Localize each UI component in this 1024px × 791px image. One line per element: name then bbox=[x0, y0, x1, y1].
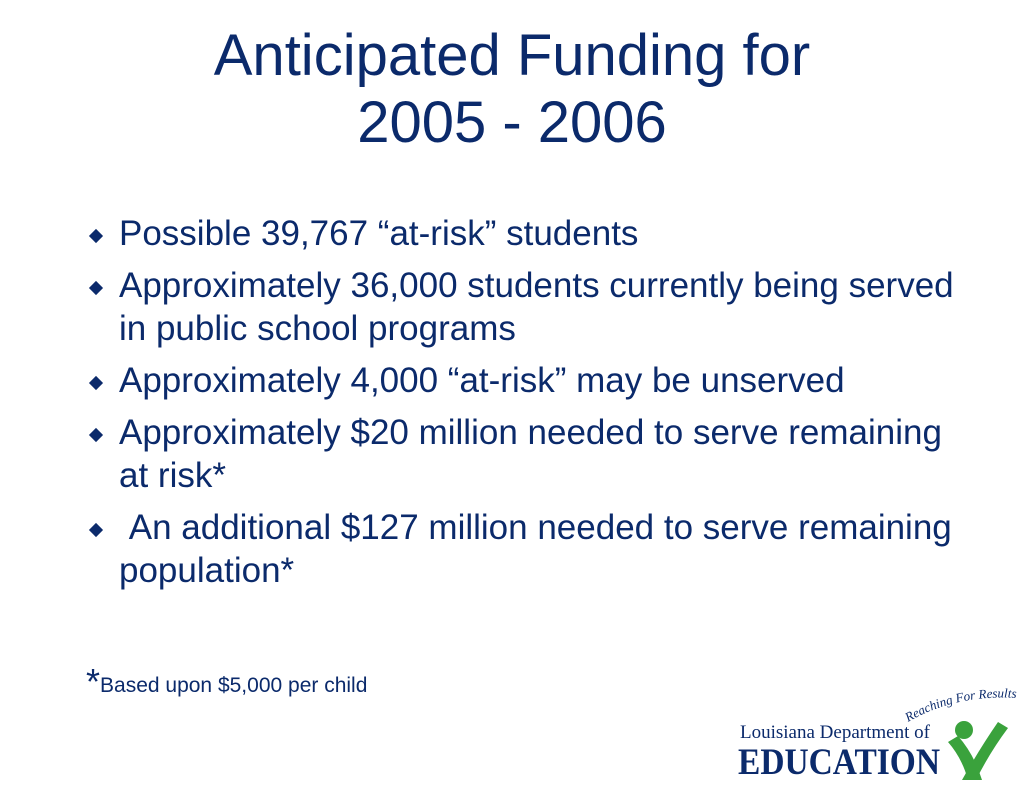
slide-title bbox=[0, 22, 1024, 156]
louisiana-doe-logo bbox=[736, 688, 1024, 788]
bullet-text: Approximately 36,000 students currently being served in public school programs bbox=[119, 266, 954, 348]
bullet-item bbox=[86, 212, 966, 255]
bullet-item bbox=[86, 359, 966, 402]
footnote bbox=[86, 661, 368, 702]
bullet-text: Possible 39,767 “at-risk” students bbox=[119, 214, 639, 253]
logo-line2: EDUCATION bbox=[738, 742, 941, 783]
bullet-text: An additional $127 million needed to serve remaining population* bbox=[119, 508, 962, 590]
bullet-text: Approximately $20 million needed to serve remaining at risk* bbox=[119, 413, 942, 495]
bullet-item bbox=[86, 411, 966, 497]
diamond-bullet-icon bbox=[89, 428, 103, 442]
footnote-text: Based upon $5,000 per child bbox=[100, 674, 368, 697]
logo-line1: Louisiana Department of bbox=[740, 722, 930, 743]
slide-title-line1: Anticipated Funding for bbox=[213, 23, 811, 88]
logo-tagline-path: Reaching For Results bbox=[902, 688, 1018, 725]
footnote-marker: * bbox=[86, 661, 101, 702]
x-figure-icon bbox=[948, 721, 1008, 780]
slide-title-line2: 2005 - 2006 bbox=[357, 90, 667, 155]
bullet-text: Approximately 4,000 “at-risk” may be unserved bbox=[119, 361, 845, 400]
bullet-item bbox=[86, 506, 966, 592]
bullet-item bbox=[86, 264, 966, 350]
logo-tagline bbox=[901, 688, 1017, 725]
diamond-bullet-icon bbox=[89, 376, 103, 390]
diamond-bullet-icon bbox=[89, 229, 103, 243]
diamond-bullet-icon bbox=[89, 281, 103, 295]
bullet-list bbox=[86, 212, 966, 601]
diamond-bullet-icon bbox=[89, 523, 103, 537]
